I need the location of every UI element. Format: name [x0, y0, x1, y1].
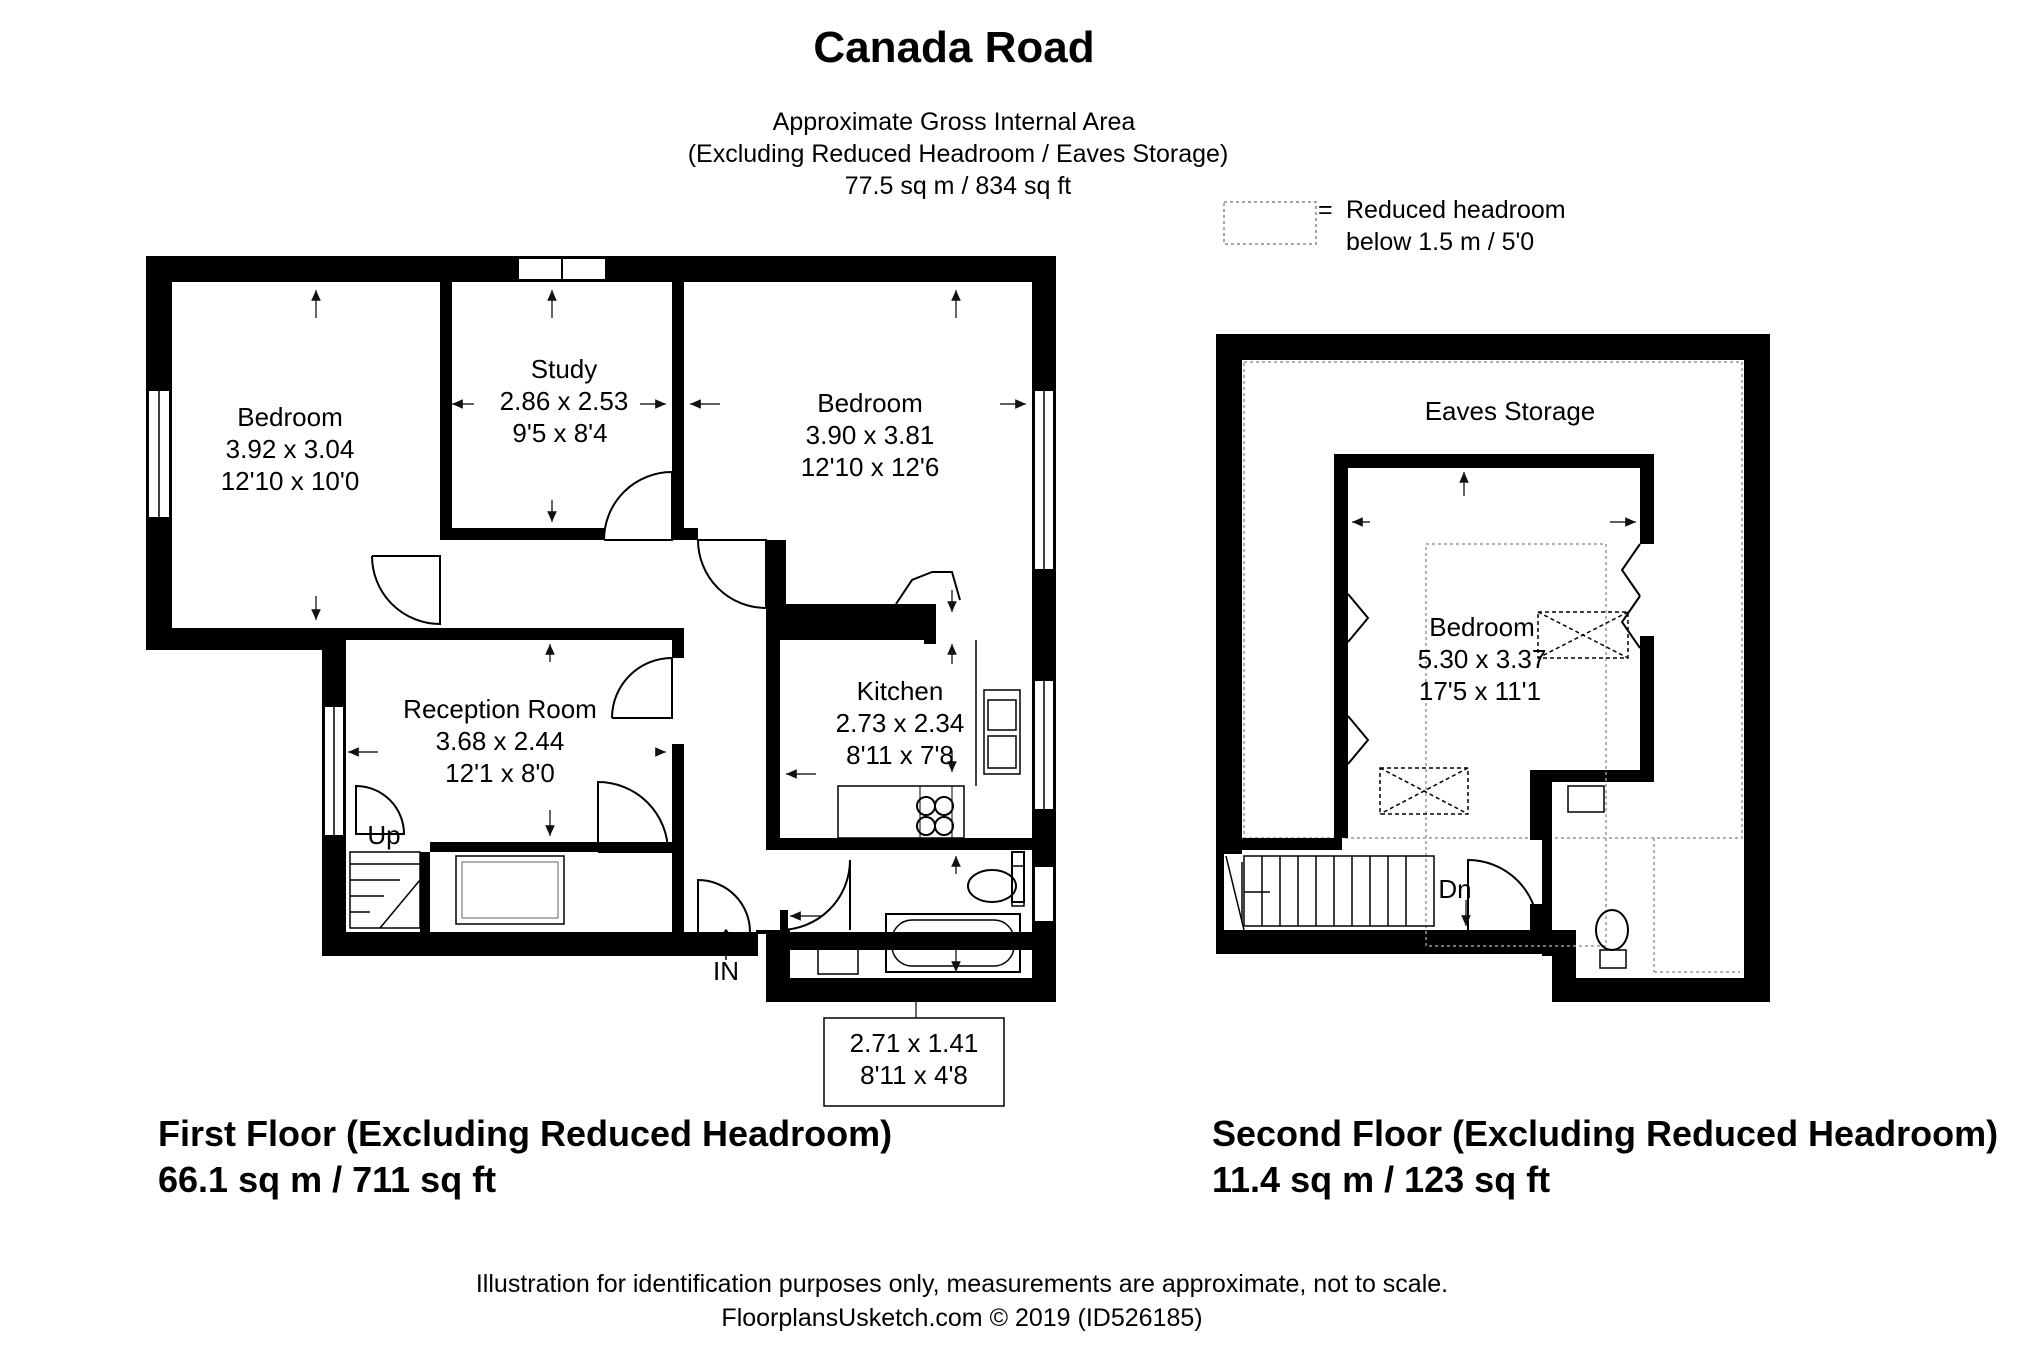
reception-metric: 3.68 x 2.44 — [435, 726, 565, 756]
study-imperial: 9'5 x 8'4 — [512, 418, 608, 448]
stairs-down-label: Dn — [1438, 874, 1472, 904]
bedroom-second-imperial: 17'5 x 11'1 — [1418, 676, 1542, 706]
bathroom-imperial: 8'11 x 4'8 — [860, 1060, 968, 1090]
kitchen-imperial: 8'11 x 7'8 — [846, 740, 954, 770]
legend — [1224, 196, 1566, 256]
kitchen-name: Kitchen — [856, 676, 944, 706]
first-floor-caption: First Floor (Excluding Reduced Headroom) — [158, 1113, 893, 1154]
area-summary-line2: (Excluding Reduced Headroom / Eaves Storage) — [687, 140, 1229, 168]
bedroom-right-imperial: 12'10 x 12'6 — [800, 452, 940, 482]
bedroom-right-metric: 3.90 x 3.81 — [805, 420, 935, 450]
first-floor-area: 66.1 sq m / 711 sq ft — [158, 1159, 497, 1200]
footer-disclaimer: Illustration for identification purposes only, measurements are approximate, not to scale. — [475, 1270, 1449, 1298]
bedroom-left-name: Bedroom — [237, 402, 343, 432]
area-summary-line3: 77.5 sq m / 834 sq ft — [844, 172, 1072, 200]
bedroom-right-name: Bedroom — [817, 388, 923, 418]
bedroom-left-imperial: 12'10 x 10'0 — [220, 466, 360, 496]
reception-imperial: 12'1 x 8'0 — [445, 758, 555, 788]
study-metric: 2.86 x 2.53 — [499, 386, 629, 416]
second-floor-area: 11.4 sq m / 123 sq ft — [1212, 1159, 1551, 1200]
legend-equals: = — [1318, 196, 1333, 224]
study-name: Study — [530, 354, 598, 384]
second-floor-labels — [1418, 396, 1596, 904]
stairs-up-label: Up — [367, 820, 401, 850]
plan-title: Canada Road — [813, 23, 1095, 72]
legend-line1: Reduced headroom — [1346, 196, 1566, 224]
bedroom-second-name: Bedroom — [1429, 612, 1535, 642]
legend-line2: below 1.5 m / 5'0 — [1346, 228, 1535, 256]
eaves-storage-label: Eaves Storage — [1424, 396, 1596, 426]
bedroom-left-metric: 3.92 x 3.04 — [225, 434, 355, 464]
kitchen-metric: 2.73 x 2.34 — [835, 708, 965, 738]
bedroom-second-metric: 5.30 x 3.37 — [1417, 644, 1547, 674]
second-floor-caption: Second Floor (Excluding Reduced Headroom) — [1212, 1113, 1999, 1154]
bathroom-metric: 2.71 x 1.41 — [849, 1028, 979, 1058]
legend-swatch — [1224, 202, 1316, 244]
reception-name: Reception Room — [403, 694, 597, 724]
area-summary-line1: Approximate Gross Internal Area — [772, 108, 1136, 136]
footer-credit: FloorplansUsketch.com © 2019 (ID526185) — [721, 1304, 1203, 1332]
entrance-label: IN — [713, 956, 739, 986]
